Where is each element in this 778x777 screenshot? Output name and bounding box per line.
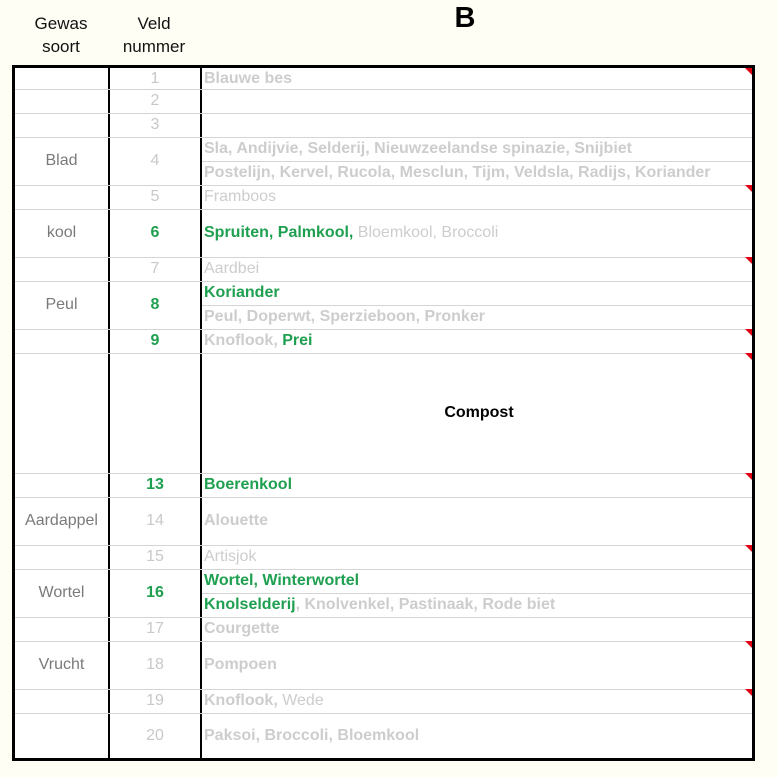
field-number: 18	[146, 656, 164, 673]
compost-area[interactable]	[204, 353, 754, 473]
crop-text-active: Boerenkool	[204, 476, 293, 493]
crop-cell[interactable]	[204, 89, 754, 113]
field-number: 7	[150, 260, 160, 277]
crop-text-active: Wortel, Winterwortel	[204, 572, 360, 589]
group-label-wortel: Wortel	[38, 584, 85, 601]
crop-cell[interactable]	[204, 641, 754, 689]
header-gewas-line2: soort	[42, 37, 80, 56]
crop-text: Blauwe bes	[204, 69, 293, 87]
field-number: 15	[146, 548, 164, 565]
header-veld-line1: Veld	[137, 14, 171, 33]
crop-cell[interactable]	[204, 185, 754, 209]
field-number: 13	[146, 476, 164, 493]
crop-cell[interactable]	[204, 257, 754, 281]
field-number: 20	[146, 726, 164, 744]
crop-cell[interactable]	[204, 305, 754, 329]
field-number: 2	[150, 92, 160, 109]
crop-cell[interactable]	[204, 713, 754, 758]
crop-text-active: Spruiten, Palmkool,	[204, 224, 354, 241]
column-divider-2	[200, 68, 202, 758]
crop-text: Postelijn, Kervel, Rucola, Mesclun, Tijm, Veldsla, Radijs, Koriander	[204, 164, 711, 181]
crop-text-active: Koriander	[204, 284, 280, 301]
crop-text: , Knolvenkel, Pastinaak, Rode biet	[295, 596, 556, 613]
group-label-kool: kool	[46, 224, 77, 241]
header-veld-line2: nummer	[122, 37, 186, 56]
field-number: 6	[150, 224, 160, 241]
field-number: 16	[146, 584, 164, 601]
crop-cell[interactable]	[204, 473, 754, 497]
field-number: 14	[146, 512, 164, 529]
group-label-peul: Peul	[45, 296, 78, 313]
header-gewas-soort	[14, 12, 108, 58]
field-number: 3	[150, 116, 160, 133]
crop-text: Alouette	[204, 512, 268, 529]
group-label-aardappel: Aardappel	[25, 512, 98, 529]
field-number: 19	[146, 692, 164, 709]
crop-text: Sla, Andijvie, Selderij, Nieuwzeelandse spinazie, Snijbiet	[204, 140, 632, 157]
crop-cell[interactable]	[204, 209, 754, 257]
crop-text: Wede	[277, 692, 324, 709]
crop-text: Courgette	[204, 620, 280, 637]
header-gewas-line1: Gewas	[34, 14, 88, 33]
field-number: 1	[150, 69, 160, 87]
crop-text-active: Prei	[282, 332, 313, 349]
crop-text: Framboos	[204, 188, 277, 205]
header-veld-nummer	[108, 12, 200, 58]
crop-text: Paksoi, Broccoli, Bloemkool	[204, 726, 420, 744]
crop-text: Knoflook,	[204, 332, 283, 349]
field-number: 17	[146, 620, 164, 637]
field-number: 8	[150, 296, 160, 313]
crop-cell[interactable]	[204, 617, 754, 641]
crop-text: Artisjok	[204, 548, 257, 565]
crop-cell[interactable]	[204, 137, 754, 161]
field-table	[12, 65, 755, 761]
crop-text: Knoflook,	[204, 692, 278, 709]
crop-cell[interactable]	[204, 113, 754, 137]
field-number: 5	[150, 188, 160, 205]
compost-label: Compost	[444, 404, 514, 421]
crop-text-active: Knolselderij	[204, 596, 296, 613]
group-label-vrucht: Vrucht	[38, 656, 85, 673]
crop-cell[interactable]	[204, 569, 754, 593]
crop-text: Aardbei	[204, 260, 260, 277]
crop-text: Peul, Doperwt, Sperzieboon, Pronker	[204, 308, 485, 325]
field-number: 9	[150, 332, 160, 349]
crop-cell[interactable]	[204, 593, 754, 617]
crop-cell[interactable]	[204, 329, 754, 353]
crop-cell[interactable]	[204, 545, 754, 569]
group-label-blad: Blad	[45, 152, 78, 169]
crop-cell[interactable]	[204, 497, 754, 545]
crop-text: Pompoen	[204, 656, 277, 673]
crop-cell[interactable]	[204, 161, 754, 185]
crop-cell[interactable]	[204, 689, 754, 713]
crop-cell[interactable]	[204, 68, 754, 89]
field-number: 4	[150, 152, 160, 169]
crop-cell[interactable]	[204, 281, 754, 305]
section-title: B	[454, 2, 476, 34]
crop-text: Bloemkool, Broccoli	[353, 224, 499, 241]
